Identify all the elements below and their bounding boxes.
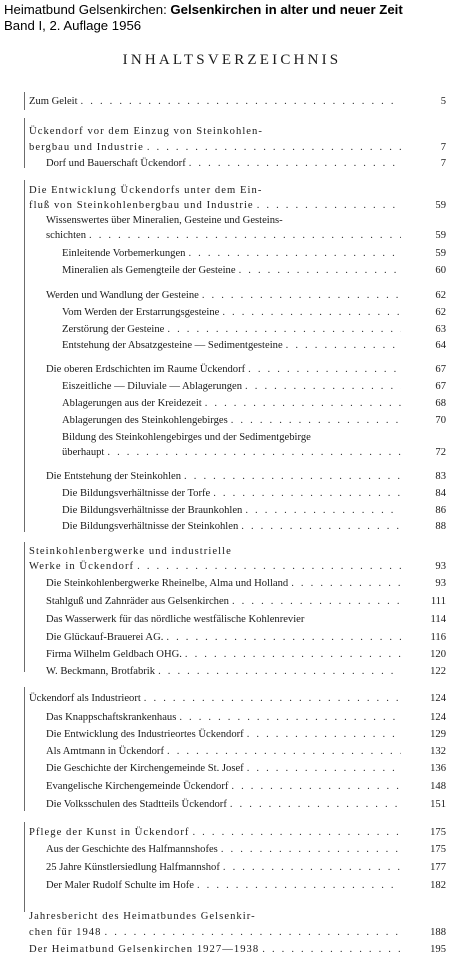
toc-page-number: 59 xyxy=(435,248,446,259)
toc-entry[interactable] xyxy=(29,199,404,212)
toc-entry-text: Eiszeitliche — Diluviale — Ablagerungen xyxy=(62,381,243,392)
toc-page-number: 59 xyxy=(435,230,446,241)
toc-entry[interactable] xyxy=(62,520,404,533)
dot-leader xyxy=(231,780,401,793)
dot-leader xyxy=(245,380,401,393)
toc-entry[interactable] xyxy=(46,762,404,775)
toc-page-number: 151 xyxy=(430,799,446,810)
source-publisher: Heimatbund Gelsenkirchen: xyxy=(4,2,171,17)
toc-entry[interactable] xyxy=(46,711,404,724)
toc-page-number: 70 xyxy=(435,415,446,426)
dot-leader xyxy=(241,520,401,533)
toc-page-number: 175 xyxy=(430,844,446,855)
dot-leader xyxy=(221,843,401,856)
dot-leader xyxy=(223,861,401,874)
toc-entry-text: Die Bildungsverhältnisse der Torfe xyxy=(62,488,211,499)
dot-leader xyxy=(239,264,401,277)
dot-leader xyxy=(197,879,401,892)
toc-entry[interactable] xyxy=(62,264,404,277)
toc-entry[interactable] xyxy=(46,879,404,892)
toc-entry[interactable] xyxy=(29,943,404,956)
toc-page-number: 67 xyxy=(435,364,446,375)
toc-entry-text: Als Amtmann in Ückendorf xyxy=(46,746,164,757)
toc-entry-text-continued: bergbau und Industrie xyxy=(29,142,144,153)
dot-leader xyxy=(230,798,401,811)
toc-entry[interactable] xyxy=(29,560,404,573)
toc-page-number: 116 xyxy=(430,632,446,643)
toc-entry-text: Werden und Wandlung der Gesteine xyxy=(46,290,199,301)
toc-page-number: 7 xyxy=(440,142,446,153)
dot-leader xyxy=(144,692,401,705)
toc-page-number: 120 xyxy=(430,649,446,660)
toc-entry[interactable] xyxy=(46,595,404,608)
dot-leader xyxy=(189,157,401,170)
toc-entry[interactable] xyxy=(62,306,404,319)
dot-leader xyxy=(188,247,401,260)
toc-entry-text: Das Wasserwerk für das nördliche westfälische Kohlenrevier xyxy=(46,614,305,625)
toc-page-number: 177 xyxy=(430,862,446,873)
toc-entry[interactable] xyxy=(46,157,404,170)
section-rule xyxy=(24,542,25,672)
toc-entry-text: Die Glückauf-Brauerei AG. xyxy=(46,632,164,643)
toc-entry-text: Die Geschichte der Kirchengemeinde St. Josef xyxy=(46,763,244,774)
toc-page-number: 72 xyxy=(435,447,446,458)
toc-entry-text-continued: Werke in Ückendorf xyxy=(29,561,135,572)
toc-entry-text: Firma Wilhelm Geldbach OHG. xyxy=(46,649,182,660)
toc-entry-text: Einleitende Vorbemerkungen xyxy=(62,248,186,259)
toc-page-number: 122 xyxy=(430,666,446,677)
toc-page-number: 7 xyxy=(440,158,446,169)
toc-entry-text: Vom Werden der Erstarrungsgesteine xyxy=(62,307,220,318)
toc-entry-text: Das Knappschaftskrankenhaus xyxy=(46,712,177,723)
toc-page-number: 132 xyxy=(430,746,446,757)
toc-page-number: 62 xyxy=(435,290,446,301)
toc-entry-text: Ablagerungen des Steinkohlengebirges xyxy=(62,415,228,426)
toc-entry-text: Entstehung der Absatzgesteine — Sedimentgesteine xyxy=(62,340,283,351)
dot-leader xyxy=(105,926,402,939)
toc-entry-text[interactable]: Die Entwicklung Ückendorfs unter dem Ein- xyxy=(29,185,263,196)
toc-page-number: 62 xyxy=(435,307,446,318)
toc-entry-text: Mineralien als Gemengteile der Gesteine xyxy=(62,265,236,276)
toc-entry-text: Die Entstehung der Steinkohlen xyxy=(46,471,182,482)
toc-page-number: 63 xyxy=(435,324,446,335)
toc-entry-text-continued: fluß von Steinkohlenbergbau und Industrie xyxy=(29,200,254,211)
dot-leader xyxy=(213,487,401,500)
toc-entry[interactable] xyxy=(29,141,404,154)
toc-page-number: 124 xyxy=(430,693,446,704)
toc-page-number: 148 xyxy=(430,781,446,792)
dot-leader xyxy=(184,470,401,483)
toc-entry[interactable] xyxy=(46,363,404,376)
toc-page-number: 68 xyxy=(435,398,446,409)
toc-entry[interactable] xyxy=(62,323,404,336)
toc-entry-text: Zum Geleit xyxy=(29,96,78,107)
toc-entry[interactable] xyxy=(62,504,404,517)
section-rule xyxy=(24,118,25,168)
toc-entry-text[interactable]: Ückendorf vor dem Einzug von Steinkohlen- xyxy=(29,126,263,137)
dot-leader xyxy=(192,826,401,839)
toc-entry-text: Ückendorf als Industrieort xyxy=(29,693,141,704)
toc-entry-text: Der Heimatbund Gelsenkirchen 1927—1938 xyxy=(29,944,260,955)
dot-leader xyxy=(81,95,401,108)
dot-leader xyxy=(89,229,401,242)
toc-entry[interactable] xyxy=(46,798,404,811)
toc-entry-text: Dorf und Bauerschaft Ückendorf xyxy=(46,158,186,169)
toc-entry[interactable] xyxy=(46,648,404,661)
toc-entry-text: Die Bildungsverhältnisse der Steinkohlen xyxy=(62,521,239,532)
toc-entry-text: Stahlguß und Zahnräder aus Gelsenkirchen xyxy=(46,596,229,607)
toc-entry[interactable] xyxy=(29,95,404,108)
book-title: Gelsenkirchen in alter und neuer Zeit xyxy=(170,2,403,17)
toc-page-number: 129 xyxy=(430,729,446,740)
toc-page-number: 124 xyxy=(430,712,446,723)
dot-leader xyxy=(262,943,401,956)
toc-entry[interactable] xyxy=(46,470,404,483)
toc-page-number: 111 xyxy=(430,596,446,607)
toc-page-number: 84 xyxy=(435,488,446,499)
toc-entry[interactable] xyxy=(46,289,404,302)
toc-page-number: 59 xyxy=(435,200,446,211)
section-rule xyxy=(24,687,25,811)
toc-entry-text: Die Volksschulen des Stadtteils Ückendorf xyxy=(46,799,227,810)
dot-leader xyxy=(232,595,401,608)
toc-page-number: 60 xyxy=(435,265,446,276)
section-rule xyxy=(24,180,25,532)
dot-leader xyxy=(158,665,401,678)
dot-leader xyxy=(247,762,401,775)
dot-leader xyxy=(286,339,401,352)
toc-entry-text: 25 Jahre Künstlersiedlung Halfmannshof xyxy=(46,862,220,873)
toc-entry-text: W. Beckmann, Brotfabrik xyxy=(46,666,156,677)
toc-entry-text: Die Entwicklung des Industrieortes Ückendorf xyxy=(46,729,244,740)
toc-entry-text-continued: überhaupt xyxy=(62,447,105,458)
section-rule xyxy=(24,822,25,912)
dot-leader xyxy=(291,577,401,590)
toc-entry[interactable] xyxy=(62,414,404,427)
toc-entry[interactable] xyxy=(46,631,404,644)
toc-page-number: 67 xyxy=(435,381,446,392)
toc-page-number: 5 xyxy=(440,96,446,107)
toc-entry-text: Der Maler Rudolf Schulte im Hofe xyxy=(46,880,194,891)
toc-entry[interactable] xyxy=(46,577,404,590)
dot-leader xyxy=(202,289,401,302)
toc-entry-text: Zerstörung der Gesteine xyxy=(62,324,165,335)
dot-leader xyxy=(257,199,401,212)
toc-entry[interactable] xyxy=(29,826,404,839)
toc-entry-text: Die oberen Erdschichten im Raume Ückendorf xyxy=(46,364,246,375)
toc-page-number: 86 xyxy=(435,505,446,516)
toc-entry[interactable] xyxy=(62,397,404,410)
dot-leader xyxy=(107,446,401,459)
toc-page-number: 195 xyxy=(430,944,446,955)
section-rule xyxy=(24,92,25,110)
dot-leader xyxy=(222,306,401,319)
toc-entry-text: Evangelische Kirchengemeinde Ückendorf xyxy=(46,781,229,792)
toc-entry-text: Aus der Geschichte des Halfmannshofes xyxy=(46,844,218,855)
dot-leader xyxy=(245,504,401,517)
dot-leader xyxy=(166,631,401,644)
dot-leader xyxy=(137,560,401,573)
toc-entry-text[interactable]: Bildung des Steinkohlengebirges und der Sedimentgebirge xyxy=(62,432,311,443)
toc-entry[interactable] xyxy=(62,487,404,500)
toc-page-number: 83 xyxy=(435,471,446,482)
toc-entry-text: Die Bildungsverhältnisse der Braunkohlen xyxy=(62,505,243,516)
toc-entry[interactable] xyxy=(46,728,404,741)
dot-leader xyxy=(167,323,401,336)
toc-entry[interactable] xyxy=(46,861,404,874)
toc-entry-text: Die Steinkohlenbergwerke Rheinelbe, Alma und Holland xyxy=(46,578,289,589)
toc-entry-text: Pflege der Kunst in Ückendorf xyxy=(29,827,190,838)
toc-entry[interactable] xyxy=(46,665,404,678)
edition-line: Band I, 2. Auflage 1956 xyxy=(4,18,142,33)
toc-entry-text-continued: schichten xyxy=(46,230,87,241)
toc-entry-text-continued: chen für 1948 xyxy=(29,927,102,938)
toc-entry-text[interactable]: Steinkohlenbergwerke und industrielle xyxy=(29,546,232,557)
toc-page-number: 64 xyxy=(435,340,446,351)
dot-leader xyxy=(185,648,401,661)
toc-entry-text: Ablagerungen aus der Kreidezeit xyxy=(62,398,202,409)
toc-entry[interactable] xyxy=(29,926,404,939)
toc-page-number: 175 xyxy=(430,827,446,838)
source-title xyxy=(4,2,403,17)
toc-entry[interactable] xyxy=(46,745,404,758)
toc-page-number: 182 xyxy=(430,880,446,891)
toc-entry[interactable] xyxy=(62,247,404,260)
toc-page-number: 88 xyxy=(435,521,446,532)
dot-leader xyxy=(179,711,401,724)
toc-page-number: 188 xyxy=(430,927,446,938)
toc-entry[interactable] xyxy=(62,339,404,352)
dot-leader xyxy=(247,728,401,741)
dot-leader xyxy=(248,363,401,376)
dot-leader xyxy=(205,397,401,410)
toc-entry[interactable] xyxy=(46,613,404,626)
toc-entry[interactable] xyxy=(46,843,404,856)
toc-heading: INHALTSVERZEICHNIS xyxy=(122,52,342,68)
toc-entry[interactable] xyxy=(46,780,404,793)
toc-entry[interactable] xyxy=(46,229,404,242)
toc-page-number: 93 xyxy=(435,578,446,589)
toc-entry[interactable] xyxy=(62,380,404,393)
toc-page-number: 93 xyxy=(435,561,446,572)
toc-page-number: 136 xyxy=(430,763,446,774)
toc-entry[interactable] xyxy=(62,446,404,459)
dot-leader xyxy=(147,141,401,154)
toc-page-number: 114 xyxy=(430,614,446,625)
toc-entry[interactable] xyxy=(29,692,404,705)
dot-leader xyxy=(231,414,401,427)
dot-leader xyxy=(167,745,401,758)
toc-entry-text[interactable]: Wissenswertes über Mineralien, Gesteine und Gesteins- xyxy=(46,215,283,226)
toc-entry-text[interactable]: Jahresbericht des Heimatbundes Gelsenkir- xyxy=(29,911,256,922)
